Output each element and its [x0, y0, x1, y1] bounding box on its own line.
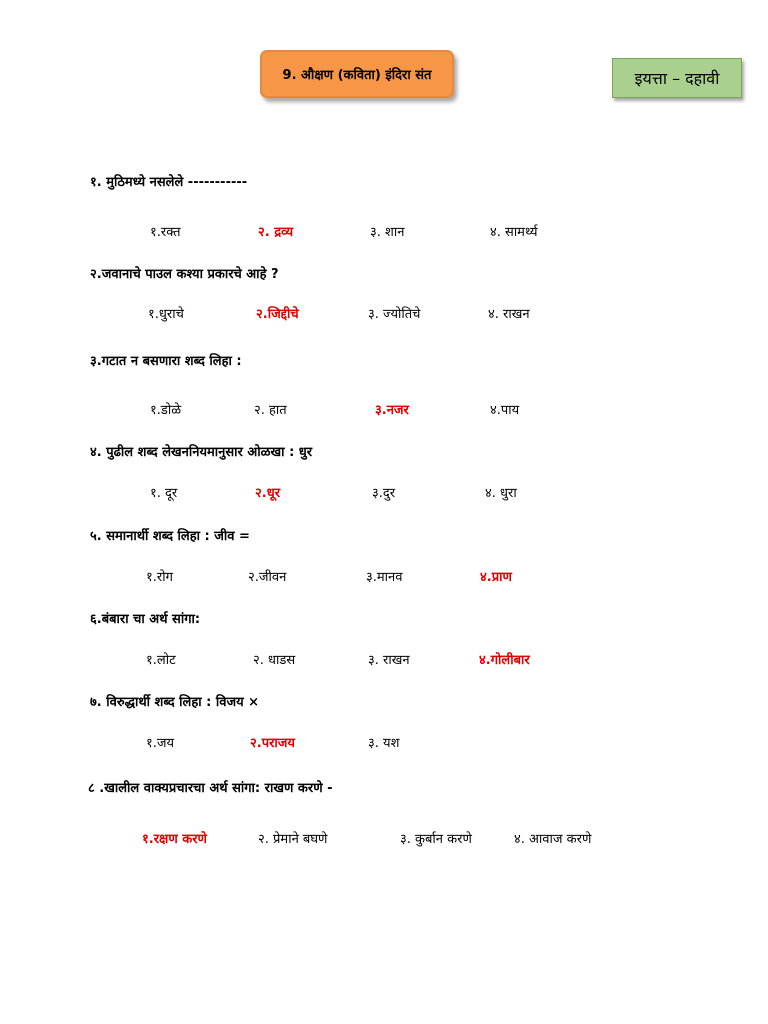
question-1: १. मुठिमध्ये नसलेले -----------: [90, 175, 248, 190]
q4-option-4: ४. धुरा: [485, 486, 517, 501]
q3-option-1: १.डोळे: [150, 403, 182, 418]
q6-option-3: ३. राखन: [368, 653, 410, 668]
q1-option-1: १.रक्त: [150, 225, 181, 240]
q3-option-3-answer: ३.नजर: [375, 403, 409, 418]
question-7: ७. विरुद्धार्थी शब्द लिहा : विजय ×: [90, 695, 260, 710]
q5-option-3: ३.मानव: [366, 570, 403, 585]
q1-option-3: ३. शान: [370, 225, 405, 240]
q7-option-1: १.जय: [146, 736, 175, 751]
q8-option-3: ३. कुर्बान करणे: [400, 832, 472, 847]
q6-option-1: १.लोट: [146, 653, 176, 668]
q5-option-1: १.रोग: [146, 570, 173, 585]
q4-option-1: १. दूर: [150, 486, 178, 501]
question-2: २.जवानाचे पाउल कश्या प्रकारचे आहे ?: [90, 267, 279, 282]
q4-option-3: ३.दुर: [372, 486, 396, 501]
q5-option-4-answer: ४.प्राण: [480, 570, 512, 585]
q8-option-4: ४. आवाज करणे: [514, 832, 592, 847]
question-5: ५. समानार्थी शब्द लिहा : जीव =: [90, 529, 250, 544]
q2-option-3: ३. ज्योतिचे: [368, 307, 421, 322]
q3-option-4: ४.पाय: [490, 403, 520, 418]
q1-option-2-answer: २. द्रव्य: [258, 225, 294, 240]
q3-option-2: २. हात: [254, 403, 287, 418]
q8-option-1-answer: १.रक्षण करणे: [142, 832, 207, 847]
q7-option-3: ३. यश: [368, 736, 400, 751]
q6-option-2: २. धाडस: [253, 653, 296, 668]
q1-option-4: ४. सामर्थ्य: [490, 225, 538, 240]
question-3: ३.गटात न बसणारा शब्द लिहा :: [90, 354, 242, 369]
q8-option-2: २. प्रेमाने बघणे: [258, 832, 328, 847]
q4-option-2-answer: २.धूर: [255, 486, 281, 501]
q2-option-2-answer: २.जिद्दीचे: [256, 307, 299, 322]
question-6: ६.बंबारा चा अर्थ सांगा:: [90, 612, 201, 627]
grade-label: इयत्ता – दहावी: [612, 58, 742, 98]
q5-option-2: २.जीवन: [248, 570, 287, 585]
q2-option-1: १.धुराचे: [148, 307, 184, 322]
question-4: ४. पुढील शब्द लेखननियमानुसार ओळखा : धुर: [90, 445, 313, 460]
q7-option-2-answer: २.पराजय: [250, 736, 295, 751]
question-8: ८ .खालील वाक्यप्रचारचा अर्थ सांगा: राखण करणे -: [88, 781, 333, 796]
chapter-title: 9. औक्षण (कविता) इंदिरा संत: [260, 50, 454, 98]
q6-option-4-answer: ४.गोलीबार: [479, 653, 530, 668]
q2-option-4: ४. राखन: [488, 307, 530, 322]
